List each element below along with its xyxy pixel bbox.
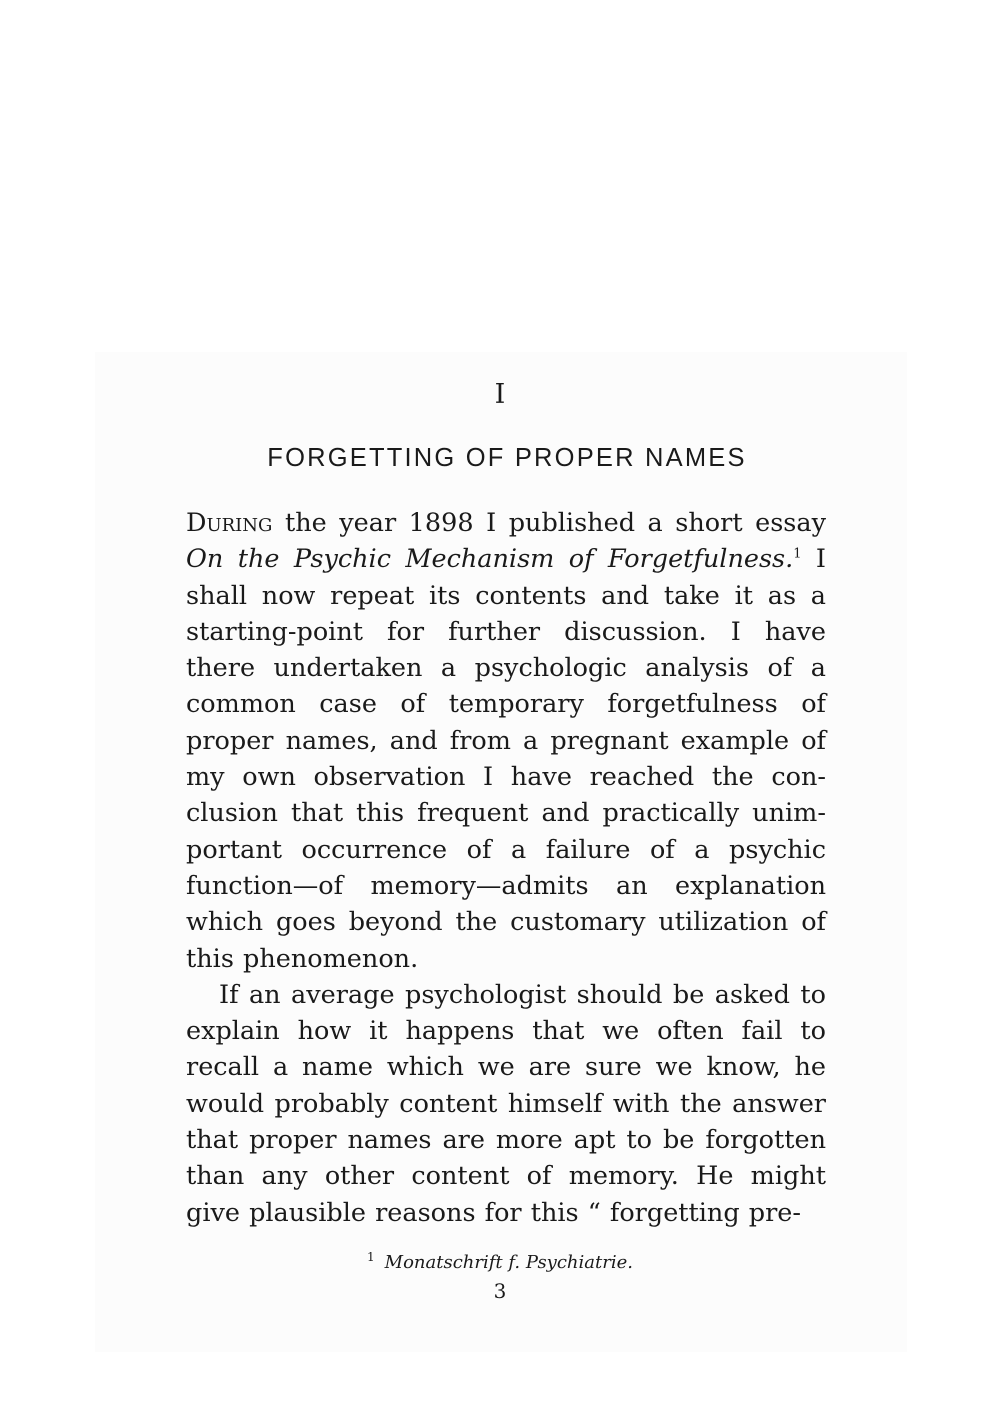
chapter-title: FORGETTING OF PROPER NAMES: [267, 444, 747, 472]
page-number: 3: [493, 1279, 507, 1303]
footnote-reference: 1: [793, 546, 802, 562]
footnote-mark: 1: [367, 1250, 375, 1264]
footnote: [0, 1245, 1000, 1275]
paragraph-2: If an average psychologist should be asked to explain how it happens that we often fail to recall a name which we are sure we know, he would probably content himself with the answer that proper names are more apt to be forgotten than any other content of memory. He might give plausible reasons for this “ forgetting pre-: [186, 979, 826, 1228]
paragraph-1-text-a: the year 1898 I published a short essay: [272, 508, 826, 538]
dropcap-word: During: [186, 508, 273, 538]
chapter-number: I: [494, 379, 506, 410]
paragraph-1: [186, 505, 826, 977]
paragraph-1-text-b: I shall now repeat its contents and take it as a starting-point for further discussion. I have there undertaken a psychologic analysis of a common case of temporary forgetfulness of proper names, and from a pregnant example of my own observation I have reached the conclusion that this frequent and practically unimportant occurrence of a failure of a psychic function—of memory—admits an explanation which goes beyond the customary utilization of this phenomenon.: [186, 544, 827, 974]
footnote-text: Monatschrift f. Psychiatrie.: [384, 1252, 633, 1273]
body-text: [186, 505, 826, 1231]
essay-title: On the Psychic Mechanism of Forgetfulness.: [186, 544, 794, 575]
